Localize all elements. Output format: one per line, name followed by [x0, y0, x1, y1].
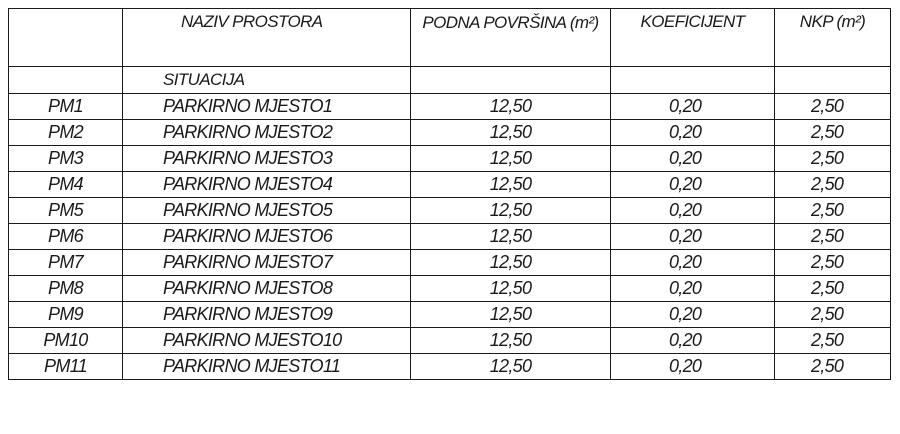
row-coefficient: 0,20 — [611, 94, 775, 120]
row-id: PM8 — [9, 276, 123, 302]
row-coefficient: 0,20 — [611, 250, 775, 276]
row-nkp: 2,50 — [775, 198, 891, 224]
row-coefficient: 0,20 — [611, 120, 775, 146]
section-label: SITUACIJA — [123, 67, 411, 94]
row-coefficient: 0,20 — [611, 302, 775, 328]
row-area: 12,50 — [411, 250, 611, 276]
row-id: PM2 — [9, 120, 123, 146]
row-area: 12,50 — [411, 120, 611, 146]
table-row — [9, 276, 891, 302]
row-id: PM4 — [9, 172, 123, 198]
row-id: PM5 — [9, 198, 123, 224]
table-row — [9, 250, 891, 276]
table-row — [9, 354, 891, 380]
table-row — [9, 146, 891, 172]
table-row — [9, 172, 891, 198]
section-nkp-cell — [775, 67, 891, 94]
row-id: PM11 — [9, 354, 123, 380]
section-id-cell — [9, 67, 123, 94]
row-nkp: 2,50 — [775, 354, 891, 380]
section-area-cell — [411, 67, 611, 94]
row-nkp: 2,50 — [775, 250, 891, 276]
row-name: PARKIRNO MJESTO2 — [123, 120, 411, 146]
header-nkp: NKP (m²) — [775, 9, 891, 67]
row-coefficient: 0,20 — [611, 224, 775, 250]
table-row — [9, 224, 891, 250]
header-coefficient: KOEFICIJENT — [611, 9, 775, 67]
row-nkp: 2,50 — [775, 224, 891, 250]
header-area: PODNA POVRŠINA (m²) — [411, 9, 611, 67]
header-row — [9, 9, 891, 67]
row-nkp: 2,50 — [775, 146, 891, 172]
row-name: PARKIRNO MJESTO10 — [123, 328, 411, 354]
row-coefficient: 0,20 — [611, 276, 775, 302]
room-area-table — [8, 8, 891, 380]
row-nkp: 2,50 — [775, 94, 891, 120]
row-id: PM7 — [9, 250, 123, 276]
row-nkp: 2,50 — [775, 302, 891, 328]
row-area: 12,50 — [411, 302, 611, 328]
table-row — [9, 198, 891, 224]
row-nkp: 2,50 — [775, 120, 891, 146]
row-coefficient: 0,20 — [611, 172, 775, 198]
row-id: PM6 — [9, 224, 123, 250]
row-coefficient: 0,20 — [611, 198, 775, 224]
row-name: PARKIRNO MJESTO1 — [123, 94, 411, 120]
table-row — [9, 328, 891, 354]
row-id: PM10 — [9, 328, 123, 354]
row-id: PM3 — [9, 146, 123, 172]
table-row — [9, 120, 891, 146]
row-nkp: 2,50 — [775, 276, 891, 302]
row-nkp: 2,50 — [775, 172, 891, 198]
header-name: NAZIV PROSTORA — [123, 9, 411, 67]
row-id: PM1 — [9, 94, 123, 120]
row-id: PM9 — [9, 302, 123, 328]
row-name: PARKIRNO MJESTO3 — [123, 146, 411, 172]
section-coef-cell — [611, 67, 775, 94]
table-row — [9, 302, 891, 328]
row-area: 12,50 — [411, 198, 611, 224]
row-area: 12,50 — [411, 276, 611, 302]
row-nkp: 2,50 — [775, 328, 891, 354]
row-coefficient: 0,20 — [611, 146, 775, 172]
section-row — [9, 67, 891, 94]
row-area: 12,50 — [411, 224, 611, 250]
row-area: 12,50 — [411, 172, 611, 198]
row-coefficient: 0,20 — [611, 354, 775, 380]
row-area: 12,50 — [411, 146, 611, 172]
row-coefficient: 0,20 — [611, 328, 775, 354]
table-row — [9, 94, 891, 120]
row-name: PARKIRNO MJESTO4 — [123, 172, 411, 198]
row-name: PARKIRNO MJESTO8 — [123, 276, 411, 302]
row-name: PARKIRNO MJESTO7 — [123, 250, 411, 276]
row-name: PARKIRNO MJESTO5 — [123, 198, 411, 224]
row-area: 12,50 — [411, 94, 611, 120]
row-area: 12,50 — [411, 354, 611, 380]
row-name: PARKIRNO MJESTO6 — [123, 224, 411, 250]
row-name: PARKIRNO MJESTO11 — [123, 354, 411, 380]
row-name: PARKIRNO MJESTO9 — [123, 302, 411, 328]
header-id — [9, 9, 123, 67]
row-area: 12,50 — [411, 328, 611, 354]
